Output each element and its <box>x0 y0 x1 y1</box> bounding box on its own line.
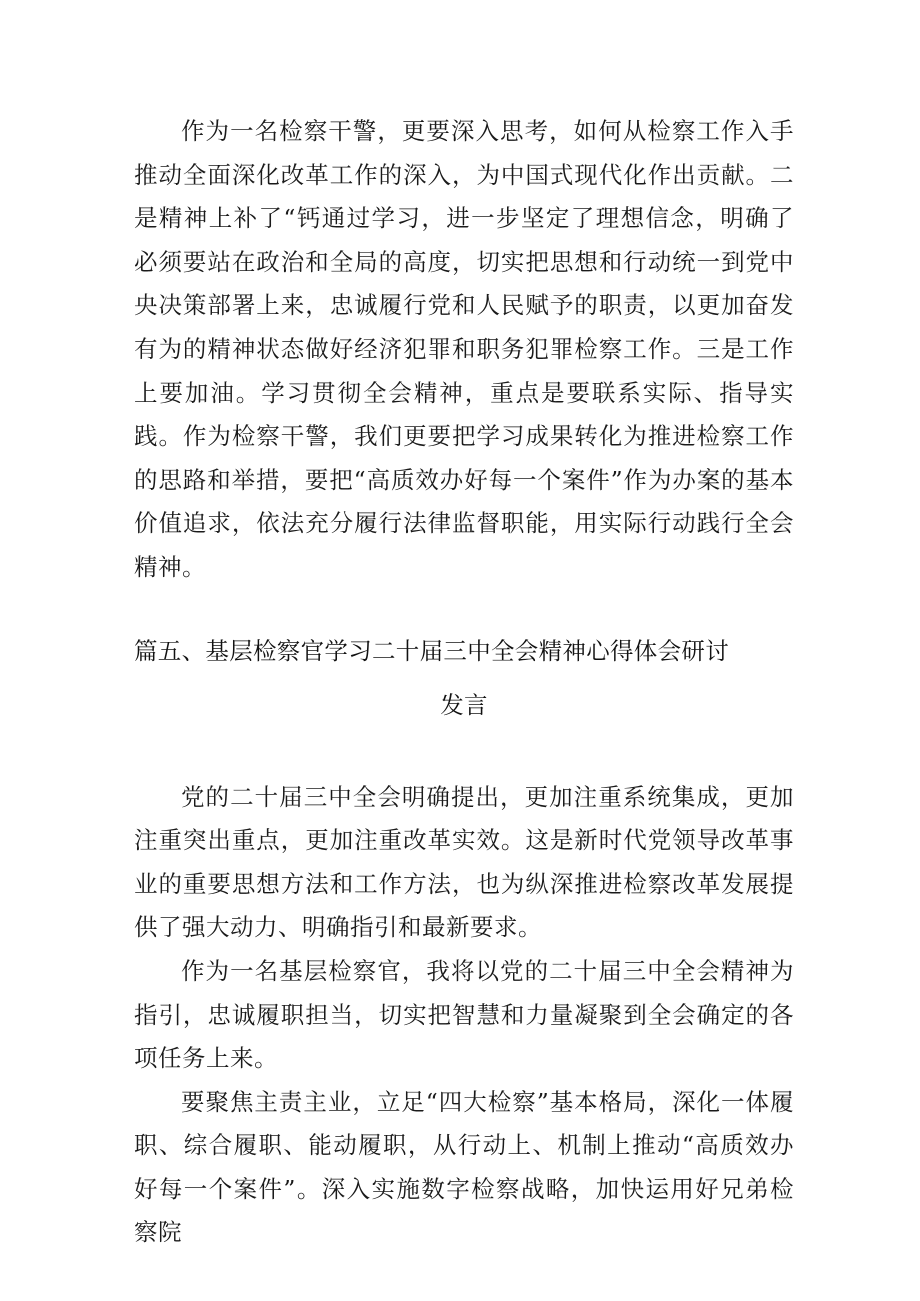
paragraph-2: 党的二十届三中全会明确提出，更加注重系统集成，更加注重突出重点，更加注重改革实效。这是新时代党领导改革事业的重要思想方法和工作方法，也为纵深推进检察改革发展提供了强大动力、明确指引和最新要求。 <box>134 782 794 942</box>
paragraph-3: 作为一名基层检察官，我将以党的二十届三中全会精神为指引，忠诚履职担当，切实把智慧和力量凝聚到全会确定的各项任务上来。 <box>134 956 794 1073</box>
section-heading-line-2: 发言 <box>440 690 488 719</box>
section-heading <box>134 624 794 732</box>
document-body <box>134 110 794 1255</box>
paragraph-1: 作为一名检察干警，更要深入思考，如何从检察工作入手推动全面深化改革工作的深入，为中国式现代化作出贡献。二是精神上补了“钙通过学习，进一步坚定了理想信念，明确了必须要站在政治和全局的高度，切实把思想和行动统一到党中央决策部署上来，忠诚履行党和人民赋予的职责，以更加奋发有为的精神状态做好经济犯罪和职务犯罪检察工作。三是工作上要加油。学习贯彻全会精神，重点是要联系实际、指导实践。作为检察干警，我们更要把学习成果转化为推进检察工作的思路和举措，要把“高质效办好每一个案件”作为办案的基本价值追求，依法充分履行法律监督职能，用实际行动践行全会精神。 <box>134 117 794 581</box>
paragraph-4: 要聚焦主责主业，立足“四大检察”基本格局，深化一体履职、综合履职、能动履职，从行动上、机制上推动“高质效办好每一个案件”。深入实施数字检察战略，加快运用好兄弟检察院 <box>134 1087 794 1247</box>
section-heading-line-1: 篇五、基层检察官学习二十届三中全会精神心得体会研讨 <box>134 636 729 665</box>
